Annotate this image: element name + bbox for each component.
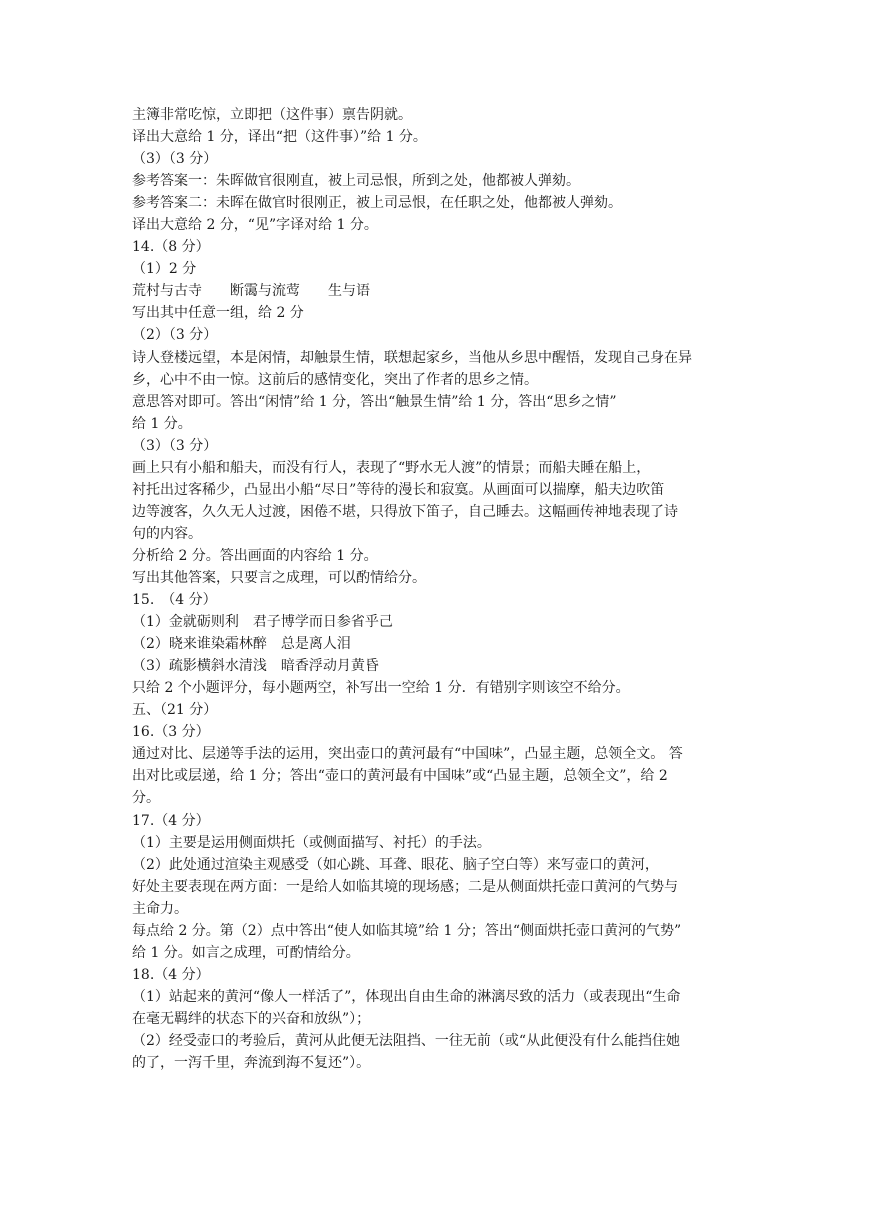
text-line: 句的内容。 bbox=[132, 525, 202, 542]
text-line: 写出其中任意一组，给 2 分 bbox=[132, 305, 304, 322]
text-line: 诗人登楼远望，本是闲情，却触景生情，联想起家乡，当他从乡思中醒悟，发现自己身在异 bbox=[132, 349, 692, 366]
document-page bbox=[132, 104, 742, 1074]
text-line: 意思答对即可。答出“闲情”给 1 分，答出“触景生情”给 1 分，答出“思乡之情” bbox=[132, 393, 617, 410]
question-heading: 16.（3 分） bbox=[132, 724, 210, 741]
question-heading: 14.（8 分） bbox=[132, 239, 210, 256]
text-line: （2）（3 分） bbox=[132, 327, 218, 344]
text-line: 好处主要表现在两方面：一是给人如临其境的现场感；二是从侧面烘托壶口黄河的气势与 bbox=[132, 878, 678, 895]
text-line: 在毫无羁绊的状态下的兴奋和放纵”）； bbox=[132, 1010, 371, 1027]
text-line: 给 1 分。如言之成理，可酌情给分。 bbox=[132, 944, 360, 961]
text-line: 衬托出过客稀少，凸显出小船“尽日”等待的漫长和寂寞。从画面可以揣摩，船夫边吹笛 bbox=[132, 481, 665, 498]
text-line: 译出大意给 1 分，译出“把（这件事）”给 1 分。 bbox=[132, 129, 427, 146]
text-line: （2）经受壶口的考验后，黄河从此便无法阻挡、一往无前（或“从此便没有什么能挡住她 bbox=[132, 1032, 681, 1049]
text-line: （3）（3 分） bbox=[132, 151, 218, 168]
text-line: （1）站起来的黄河“像人一样活了”，体现出自由生命的淋漓尽致的活力（或表现出“生命 bbox=[132, 988, 681, 1005]
text-line: 译出大意给 2 分，“见”字译对给 1 分。 bbox=[132, 217, 378, 234]
text-line: 分析给 2 分。答出画面的内容给 1 分。 bbox=[132, 547, 378, 564]
text-line: 主命力。 bbox=[132, 900, 188, 917]
section-heading: 五、（21 分） bbox=[132, 702, 218, 719]
question-heading: 15. （4 分） bbox=[132, 592, 217, 609]
text-line: 给 1 分。 bbox=[132, 415, 192, 432]
text-line: （2）此处通过渲染主观感受（如心跳、耳聋、眼花、脑子空白等）来写壶口的黄河， bbox=[132, 856, 659, 873]
text-line: 边等渡客，久久无人过渡，困倦不堪，只得放下笛子，自己睡去。这幅画传神地表现了诗 bbox=[132, 503, 678, 520]
text-line: 乡，心中不由一惊。这前后的感情变化，突出了作者的思乡之情。 bbox=[132, 371, 538, 388]
text-line: 主簿非常吃惊，立即把（这件事）禀告阴就。 bbox=[132, 107, 412, 123]
text-line: 只给 2 个小题评分，每小题两空，补写出一空给 1 分．有错别字则该空不给分。 bbox=[132, 680, 630, 697]
text-line: （3）疏影横斜水清浅 暗香浮动月黄昏 bbox=[132, 658, 379, 675]
text-line: （1）金就砺则利 君子博学而日参省乎己 bbox=[132, 614, 393, 631]
text-line: 出对比或层递，给 1 分；答出“壶口的黄河最有中国味”或“凸显主题，总领全文”，给 2 bbox=[132, 768, 668, 785]
text-line: 通过对比、层递等手法的运用，突出壶口的黄河最有“中国味”，凸显主题，总领全文。 答 bbox=[132, 746, 683, 763]
question-heading: 18.（4 分） bbox=[132, 966, 210, 983]
text-line: 参考答案一：朱晖做官很刚直，被上司忌恨，所到之处，他都被人弹劾。 bbox=[132, 173, 580, 190]
text-line: （3）（3 分） bbox=[132, 437, 218, 454]
text-line: 参考答案二：未晖在做官时很刚正，被上司忌恨，在任职之处，他都被人弹劾。 bbox=[132, 195, 622, 212]
text-line: 每点给 2 分。第（2）点中答出“使人如临其境”给 1 分；答出“侧面烘托壶口黄河的气势” bbox=[132, 922, 682, 939]
text-line: 画上只有小船和船夫，而没有行人，表现了“野水无人渡”的情景；而船夫睡在船上， bbox=[132, 459, 651, 476]
text-line: （2）晓来谁染霜林醉 总是离人泪 bbox=[132, 636, 351, 653]
text-line: 写出其他答案，只要言之成理，可以酌情给分。 bbox=[132, 569, 426, 586]
text-line: （1）主要是运用侧面烘托（或侧面描写、衬托）的手法。 bbox=[132, 834, 491, 851]
text-line: 荒村与古寺 断霭与流莺 生与语 bbox=[132, 283, 370, 300]
text-line: （1）2 分 bbox=[132, 261, 197, 278]
text-line: 分。 bbox=[132, 790, 160, 807]
text-line: 的了，一泻千里，奔流到海不复还”）。 bbox=[132, 1055, 371, 1072]
question-heading: 17.（4 分） bbox=[132, 812, 210, 829]
